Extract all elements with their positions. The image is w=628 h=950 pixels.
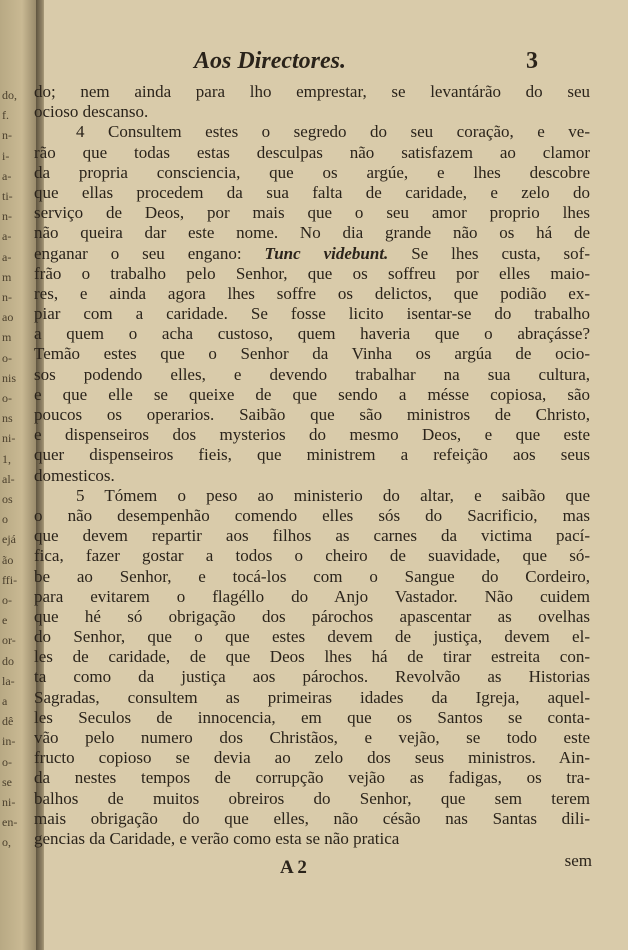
facing-page-fragment: o- xyxy=(2,754,12,769)
text-line: ta como da justiça aos párochos. Revolvão as Historias xyxy=(34,667,590,687)
facing-page-fragment: a- xyxy=(2,249,12,264)
text-line: frão o trabalho pelo Senhor, que os soffreu por elles maio- xyxy=(34,263,590,283)
facing-page-fragment: e xyxy=(2,613,8,628)
facing-page-fragment: 1, xyxy=(2,451,11,466)
facing-page-fragment: dê xyxy=(2,714,14,729)
text-line: vão pelo numero dos Christãos, e vejão, se todo este xyxy=(34,728,590,747)
page-title: Aos Directores. xyxy=(194,48,346,74)
text-line: balhos de muitos obreiros do Senhor, que sem terem xyxy=(34,788,590,808)
facing-page-fragment: ejá xyxy=(2,532,16,547)
facing-page-fragment: la- xyxy=(2,673,15,688)
text-line: 4 Consultem estes o segredo do seu coração, e ve- xyxy=(76,122,590,142)
facing-page-fragment: a xyxy=(2,694,8,708)
text-line: fructo copioso se devia ao zelo dos seus ministros. Ain- xyxy=(34,748,590,768)
facing-page-fragment: or- xyxy=(2,633,16,648)
facing-page-fragment: ni- xyxy=(2,795,16,809)
text-line: do; nem ainda para lho emprestar, se levantárão do seu xyxy=(34,82,590,101)
text-line: da nestes tempos de corrupção vejão as fadigas, os tra- xyxy=(34,768,590,788)
facing-page-fragment: ni- xyxy=(2,431,16,446)
facing-page-fragment: m xyxy=(2,330,12,345)
facing-page-fragment: se xyxy=(2,774,12,789)
text-line: o não desempenhão comendo elles sós do Sacrificio, mas xyxy=(34,505,590,525)
facing-page-fragment: do, xyxy=(2,88,17,102)
text-line: poucos os operarios. Saibão que são ministros de Christo, xyxy=(34,405,590,424)
facing-page-fragment: al- xyxy=(2,471,15,486)
text-line: sos podendo elles, e devendo trabalhar na sua cultura, xyxy=(34,364,590,384)
facing-page-fragment: m xyxy=(2,269,12,284)
text-line: quer dispenseiros fieis, que ministrem a refeição aos seus xyxy=(34,445,590,465)
facing-page-fragment: o xyxy=(2,512,8,527)
text-line: e que elle se queixe de que sendo a mésse copiosa, são xyxy=(34,384,590,404)
text-line: Temão estes que o Senhor da Vinha os argúa de ocio- xyxy=(34,344,590,364)
facing-page-fragment: o- xyxy=(2,593,12,607)
text-line: be ao Senhor, e tocá-los com o Sangue do Cordeiro, xyxy=(34,566,590,586)
facing-page-fragment: n- xyxy=(2,128,12,143)
text-line: res, e ainda agora lhes soffre os delictos, que podião ex- xyxy=(34,283,590,303)
text-line: não queira dar este nome. No dia grande não os há de xyxy=(34,223,590,243)
running-head xyxy=(44,48,628,78)
book-page xyxy=(34,0,628,950)
text-line: que ellas procedem da sua falta de caridade, e zelo do xyxy=(34,182,590,202)
text-line: do Senhor, que o que estes devem de justiça, devem el- xyxy=(34,627,590,647)
text-line: rão que todas estas desculpas não satisfazem ao clamor xyxy=(34,142,590,162)
facing-page-fragment: i- xyxy=(2,148,10,163)
text-line: e dispenseiros dos mysterios do mesmo Deos, e que este xyxy=(34,425,590,445)
facing-page-fragment: ao xyxy=(2,310,14,325)
facing-page-fragment: o- xyxy=(2,350,12,365)
text-line: les Seculos de innocencia, em que os Santos se conta- xyxy=(34,707,590,727)
text-line: que hé só obrigação dos párochos apascentar as ovelhas xyxy=(34,606,590,626)
text-line: les de caridade, de que Deos lhes há de tirar estreita con- xyxy=(34,647,590,667)
facing-page-fragment: nis xyxy=(2,370,17,385)
facing-page-fragment: ão xyxy=(2,552,14,567)
facing-page-fragment: ffi- xyxy=(2,572,18,587)
text-line: domesticos. xyxy=(34,465,115,485)
text-line: serviço de Deos, por mais que o seu amor proprio lhes xyxy=(34,203,590,223)
text-line: mais obrigação do que elles, não césão nas Santas dili- xyxy=(34,808,590,828)
text-line: que devem repartir aos filhos as carnes da victima pací- xyxy=(34,526,590,546)
facing-page-fragment: n- xyxy=(2,290,12,304)
facing-page-fragment: o- xyxy=(2,391,12,405)
signature-mark: A 2 xyxy=(280,857,307,878)
facing-page-fragment: a- xyxy=(2,168,12,183)
text-line: da propria consciencia, que os argúe, e lhes descobre xyxy=(34,162,590,182)
facing-page-fragment: a- xyxy=(2,229,12,244)
facing-page-fragment: o, xyxy=(2,835,11,850)
catchword: sem xyxy=(564,851,592,870)
facing-page-fragment: do xyxy=(2,653,14,668)
text-line: 5 Tómem o peso ao ministerio do altar, e saibão que xyxy=(76,485,590,505)
facing-page-fragment: ns xyxy=(2,411,13,426)
text-line: Sagradas, consultem as primeiras idades da Igreja, aquel- xyxy=(34,687,590,707)
facing-page-fragment: n- xyxy=(2,209,12,224)
text-line: piar com a caridade. Se fosse licito isentar-se do trabalho xyxy=(34,304,590,324)
body-text xyxy=(34,82,590,849)
facing-page-fragment: en- xyxy=(2,815,18,830)
facing-page-fragment: in- xyxy=(2,734,16,749)
text-line: fica, fazer gostar a todos o cheiro de suavidade, que só- xyxy=(34,546,590,566)
text-line: gencias da Caridade, e verão como esta se não pratica xyxy=(34,828,400,848)
text-line: para evitarem o flagéllo do Anjo Vastador. Não cuidem xyxy=(34,586,590,606)
text-line: enganar o seu engano: Tunc videbunt. Se lhes custa, sof- xyxy=(34,243,590,263)
text-line: ocioso descanso. xyxy=(34,102,149,122)
facing-page-fragment: ti- xyxy=(2,189,13,203)
facing-page-fragment: f. xyxy=(2,108,9,123)
page-number: 3 xyxy=(526,48,538,74)
text-line: a quem o acha custoso, quem haveria que o abraçásse? xyxy=(34,324,590,344)
facing-page-fragment: os xyxy=(2,492,13,506)
